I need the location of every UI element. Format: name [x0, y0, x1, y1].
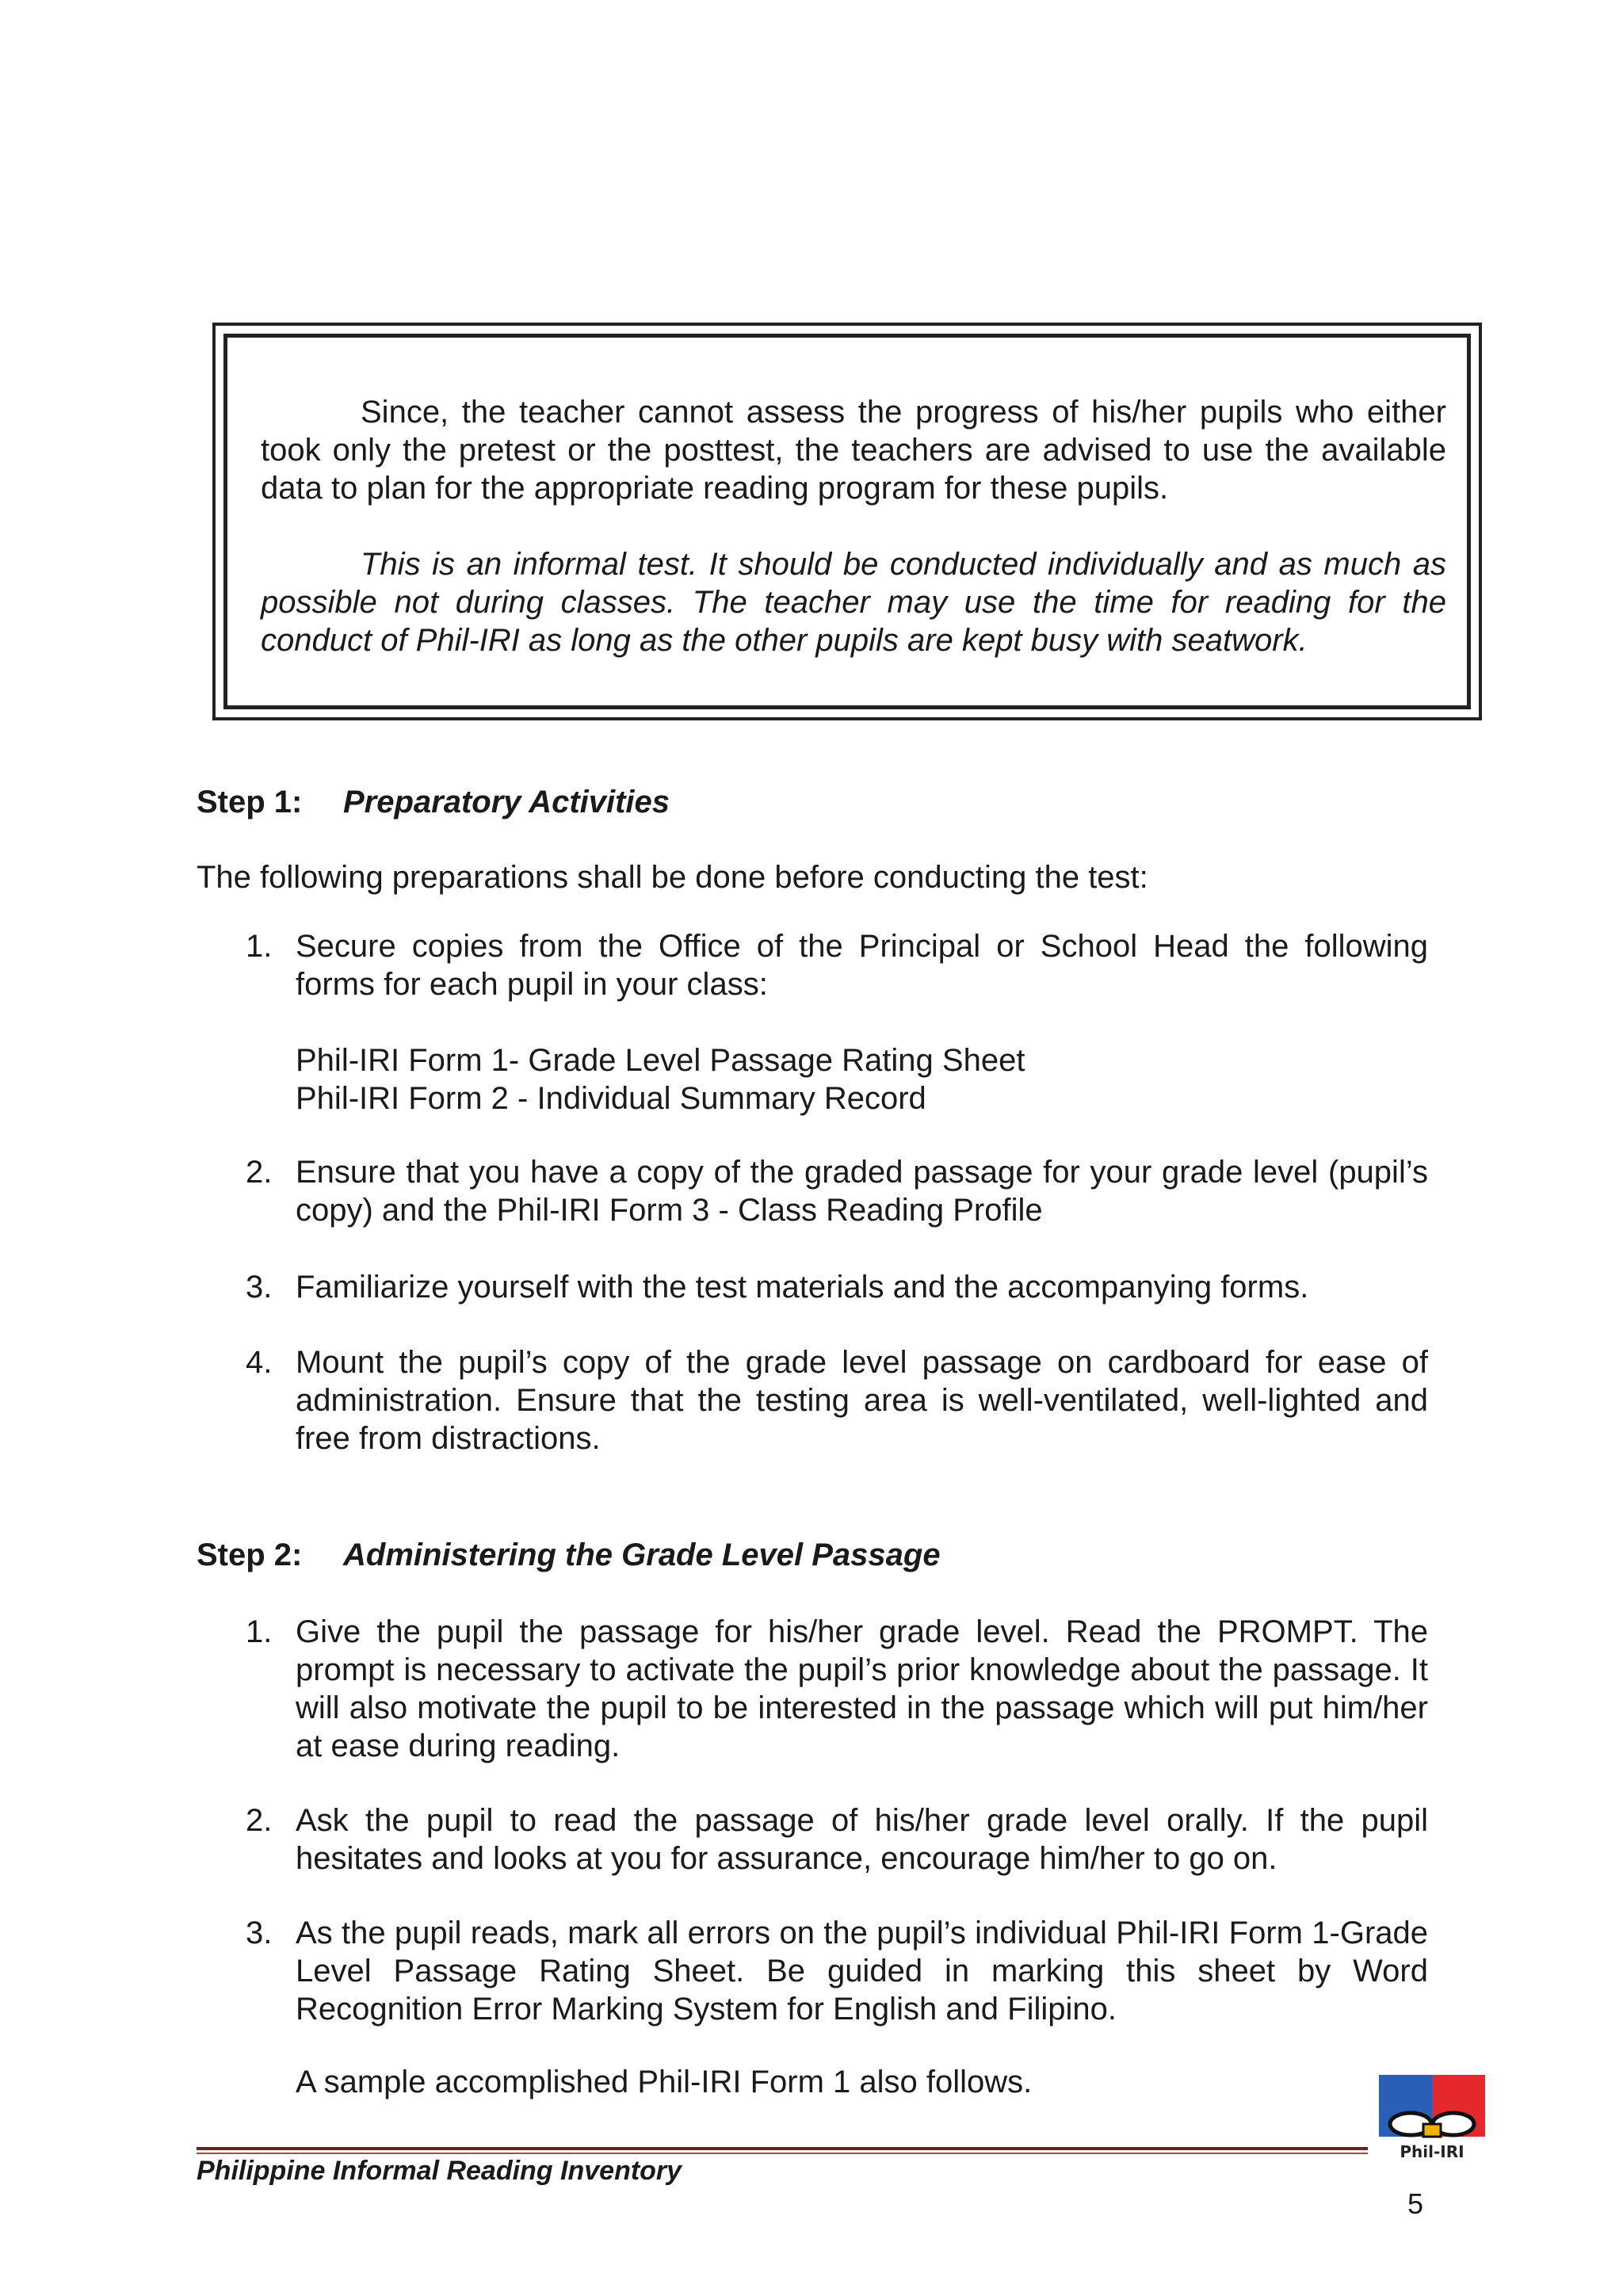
logo-book-icon	[1423, 2124, 1441, 2137]
notice-box-inner	[223, 334, 1471, 709]
logo-text: Phil-IRI	[1400, 2142, 1465, 2161]
step2-item-1	[246, 1613, 1428, 1765]
step2-item-2-text: Ask the pupil to read the passage of his/her grade level orally. If the pupil hesitates and looks at you for assurance, encourage him/her to go on.	[296, 1803, 1428, 1876]
step2-item-3-text: As the pupil reads, mark all errors on the pupil’s individual Phil-IRI Form 1-Grade Level Passage Rating Sheet. Be guided in marking this sheet by Word Recognition Error Marking System for English and Filipino.	[296, 1916, 1428, 2027]
phil-iri-logo-icon	[1379, 2075, 1485, 2162]
step2-heading	[197, 1538, 941, 1573]
step2-label: Step 2:	[197, 1538, 303, 1572]
step2-item-1-number: 1.	[246, 1614, 273, 1649]
form-2-line: Phil-IRI Form 2 - Individual Summary Record	[296, 1081, 926, 1116]
notice-text	[261, 393, 1446, 659]
step1-item-3-number: 3.	[246, 1270, 273, 1305]
step1-item-3-text: Familiarize yourself with the test materials and the accompanying forms.	[296, 1270, 1309, 1305]
footer-title: Philippine Informal Reading Inventory	[197, 2156, 682, 2186]
step2-item-3-number: 3.	[246, 1916, 273, 1950]
step1-item-4-text: Mount the pupil’s copy of the grade level passage on cardboard for ease of administration. Ensure that the testing area is well-ventilated, well-lighted and free from distractions.	[296, 1345, 1428, 1456]
page-number: 5	[1407, 2187, 1424, 2220]
step2-item-1-text: Give the pupil the passage for his/her grade level. Read the PROMPT. The prompt is necessary to activate the pupil’s prior knowledge about the passage. It will also motivate the pupil to be interested in the passage which will put him/her at ease during reading.	[296, 1614, 1428, 1763]
footer-rule-thin	[197, 2153, 1368, 2154]
step2-item-2	[246, 1801, 1428, 1878]
step1-label: Step 1:	[197, 785, 303, 819]
step1-item-1	[246, 927, 1428, 1117]
step1-item-2-number: 2.	[246, 1155, 273, 1190]
step1-item-1-number: 1.	[246, 929, 273, 964]
step1-title: Preparatory Activities	[343, 785, 670, 819]
notice-paragraph-2: This is an informal test. It should be conducted individually and as much as possible not during classes. The teacher may use the time for reading for the conduct of Phil-IRI as long as the other pupils are kept busy with seatwork.	[261, 547, 1446, 658]
notice-box	[212, 323, 1482, 720]
step1-intro: The following preparations shall be done before conducting the test:	[197, 860, 1148, 895]
footer-rule	[197, 2147, 1368, 2150]
step1-item-2	[246, 1153, 1428, 1229]
step1-item-2-text: Ensure that you have a copy of the graded passage for your grade level (pupil’s copy) and the Phil-IRI Form 3 - Class Reading Profile	[296, 1155, 1428, 1228]
step1-item-4	[246, 1343, 1428, 1457]
step2-item-3	[246, 1914, 1428, 2028]
form-1-line: Phil-IRI Form 1- Grade Level Passage Rating Sheet	[296, 1043, 1025, 1078]
notice-paragraph-1: Since, the teacher cannot assess the progress of his/her pupils who either took only the pretest or the posttest, the teachers are advised to use the available data to plan for the appropriate reading program for these pupils.	[261, 395, 1446, 506]
step2-sample-note: A sample accomplished Phil-IRI Form 1 also follows.	[296, 2065, 1033, 2099]
step2-item-2-number: 2.	[246, 1803, 273, 1838]
step1-item-1-text: Secure copies from the Office of the Principal or School Head the following forms for each pupil in your class:	[296, 929, 1428, 1002]
step1-item-4-number: 4.	[246, 1345, 273, 1380]
step1-heading	[197, 785, 670, 820]
step1-item-3	[246, 1268, 1428, 1306]
step2-title: Administering the Grade Level Passage	[343, 1538, 941, 1572]
